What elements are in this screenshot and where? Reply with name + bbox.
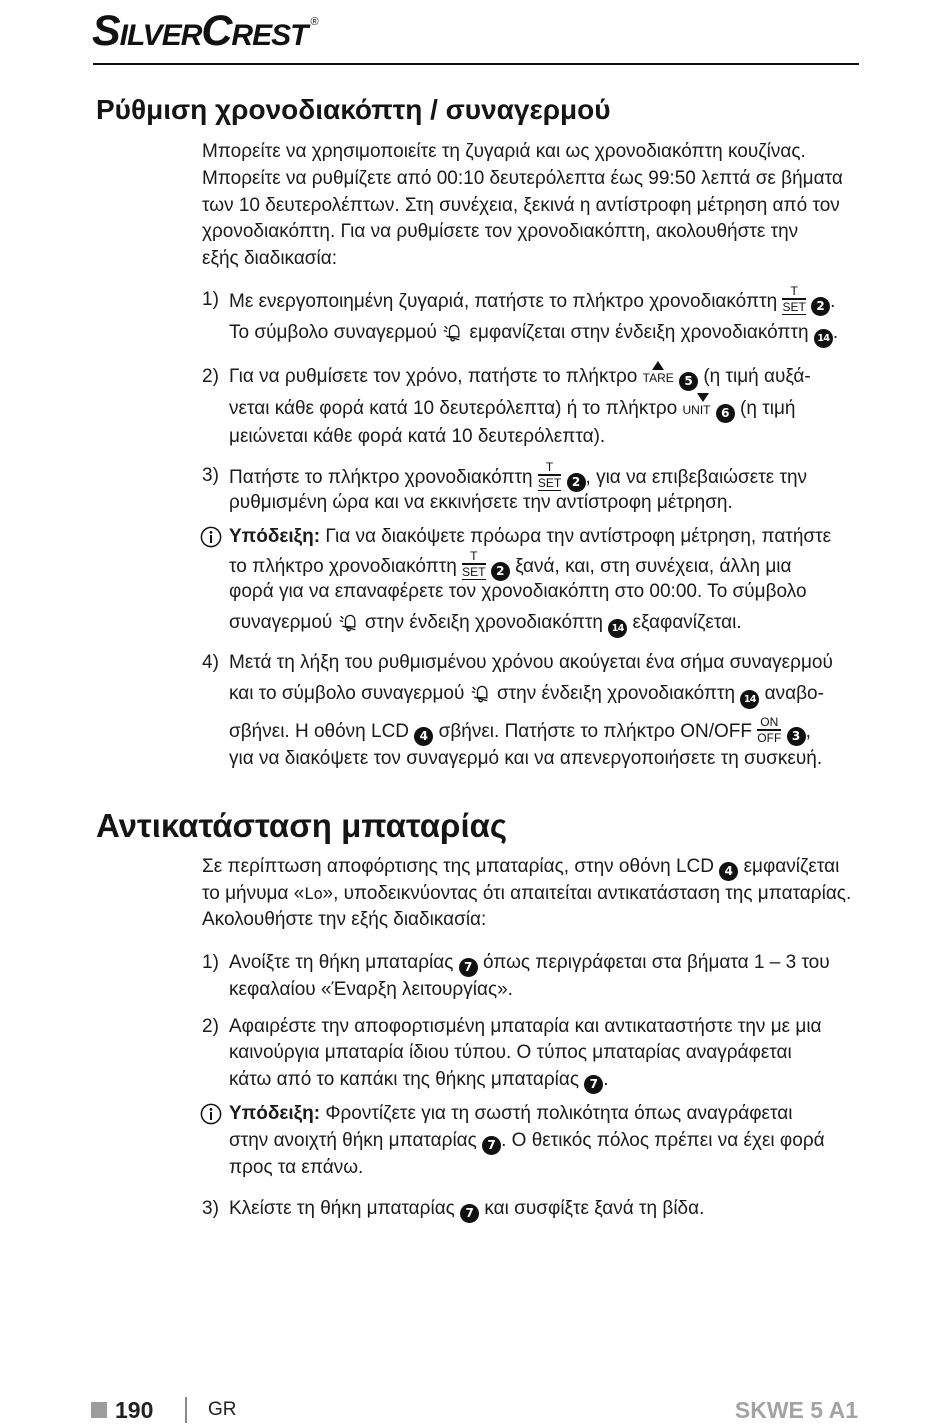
step-line [229, 1067, 609, 1093]
note-line: προς τα επάνω. [229, 1157, 364, 1178]
step-text: , για να επιβεβαιώσετε την [585, 466, 808, 488]
step-number: 4) [202, 652, 219, 673]
note-text: εξαφανίζεται. [632, 612, 742, 633]
ref-badge-timer-key: 2 [491, 562, 510, 581]
step-line [229, 320, 838, 346]
brand-logo [92, 6, 319, 67]
alarm-bell-icon [470, 682, 492, 704]
note-label: Υπόδειξη: [229, 1103, 321, 1124]
step-line: καινούργια μπαταρία ίδιου τύπου. Ο τύπος μπαταρίας αναγράφεται [229, 1042, 792, 1063]
step-text: Ανοίξτε τη θήκη μπαταρίας [229, 952, 454, 973]
alarm-bell-icon [338, 611, 360, 633]
paragraph-text: », υποδεικνύοντας ότι απαιτείται αντικατάσταση της μπαταρίας. [322, 883, 852, 904]
lcd-message: Lo [304, 884, 323, 903]
step-text: . [832, 322, 839, 343]
ref-badge-timer-display: 14 [608, 619, 627, 638]
step-number: 3) [202, 465, 219, 486]
note-line: φορά για να επαναφέρετε τον χρονοδιακόπτη στο 00:00. Το σύμβολο [229, 581, 807, 602]
paragraph-line: Μπορείτε να χρησιμοποιείτε τη ζυγαριά και ως χρονοδιακόπτη κουζίνας. [202, 141, 806, 162]
step-text: Για να ρυθμίσετε τον χρόνο, πατήστε το πλήκτρο [229, 366, 638, 387]
ref-badge-battery: 7 [459, 958, 478, 977]
language-code: GR [208, 1399, 237, 1420]
on-off-key-icon [757, 716, 781, 744]
step-text: (η τιμή αυξά- [703, 366, 811, 387]
step-line [229, 950, 830, 976]
note-text: στην ένδειξη χρονοδιακόπτη [364, 612, 603, 633]
step-text: . [830, 290, 836, 312]
key-label-t: T [545, 460, 554, 474]
ref-badge-lcd: 4 [719, 862, 738, 881]
note-line [229, 549, 792, 579]
ref-badge-onoff-key: 3 [787, 727, 806, 746]
info-icon [200, 1103, 222, 1125]
note-text: Για να διακόψετε πρόωρα την αντίστροφη μέτρηση, πατήστε [325, 526, 832, 547]
step-text: σβήνει. Πατήστε το πλήκτρο ON/OFF [438, 720, 753, 742]
key-label-set: SET [537, 475, 562, 490]
step-number: 2) [202, 366, 219, 387]
ref-badge-timer-display: 14 [740, 690, 759, 709]
paragraph-text: το μήνυμα « [202, 883, 305, 904]
footer-separator [185, 1397, 187, 1423]
ref-badge-unit-key: 6 [716, 404, 735, 423]
note-line [229, 1101, 792, 1127]
note-text: το πλήκτρο χρονοδιακόπτη [229, 555, 457, 577]
model-number: SKWE 5 A1 [734, 1397, 858, 1423]
ref-badge-timer-display: 14 [814, 329, 833, 348]
key-label-set: SET [462, 564, 486, 579]
key-label-t: T [470, 549, 478, 563]
paragraph-line: Ακολουθήστε την εξής διαδικασία: [202, 909, 487, 930]
step-line [229, 1196, 704, 1222]
step-line: ρυθμισμένη ώρα και να εκκινήσετε την αντίστροφη μέτρηση. [229, 492, 733, 513]
info-icon [200, 526, 222, 548]
up-arrow-icon [652, 361, 664, 370]
note-text: συναγερμού [229, 612, 333, 633]
section-title-timer: Ρύθμιση χρονοδιακόπτη / συναγερμού [96, 94, 611, 125]
alarm-bell-icon [442, 321, 464, 343]
key-label-t: T [790, 284, 798, 298]
step-text: . [603, 1069, 609, 1090]
footer-square-icon [91, 1402, 107, 1418]
paragraph-text: εμφανίζεται [743, 856, 840, 877]
step-line [229, 396, 795, 422]
step-line [229, 460, 808, 490]
step-number: 2) [202, 1016, 219, 1037]
step-text: Πατήστε το πλήκτρο χρονοδιακόπτη [229, 466, 533, 488]
step-text: Με ενεργοποιημένη ζυγαριά, πατήστε το πλήκτρο χρονοδιακόπτη [229, 290, 778, 312]
paragraph-line: χρονοδιακόπτη. Για να ρυθμίσετε τον χρονοδιακόπτη, ακολουθήστε την [202, 221, 799, 242]
note-text: στην ανοιχτή θήκη μπαταρίας [229, 1130, 477, 1151]
step-line: κεφαλαίου «Έναρξη λειτουργίας». [229, 979, 513, 1000]
ref-badge-lcd: 4 [414, 727, 433, 746]
step-line: μειώνεται κάθε φορά κατά 10 δευτερόλεπτα). [229, 426, 606, 447]
step-text: στην ένδειξη χρονοδιακόπτη [496, 683, 736, 704]
down-arrow-icon [697, 393, 709, 402]
logo-wordmark: SilverCrest [92, 7, 308, 55]
key-label-off: OFF [757, 730, 782, 745]
note-line [229, 610, 742, 636]
step-text: (η τιμή [740, 398, 796, 419]
step-text: όπως περιγράφεται στα βήματα 1 – 3 του [482, 952, 830, 973]
note-text: Φροντίζετε για τη σωστή πολικότητα όπως αναγράφεται [325, 1103, 793, 1124]
paragraph-line: των 10 δευτερολέπτων. Στη συνέχεια, ξεκινά η αντίστροφη μέτρηση από τον [202, 195, 840, 216]
key-label-set: SET [782, 299, 806, 314]
key-label-on: ON [760, 715, 779, 729]
step-number: 1) [202, 952, 219, 973]
step-number: 3) [202, 1198, 219, 1219]
paragraph-line [202, 854, 839, 880]
step-text: , [805, 720, 811, 742]
step-line: Αφαιρέστε την αποφορτισμένη μπαταρία και αντικαταστήστε την με μια [229, 1016, 822, 1037]
ref-badge-battery: 7 [584, 1075, 603, 1094]
paragraph-line: εξής διαδικασία: [202, 248, 338, 269]
ref-badge-battery: 7 [460, 1204, 479, 1223]
note-line [229, 1128, 825, 1154]
step-text: και το σύμβολο συναγερμού [229, 683, 465, 704]
step-line [229, 681, 824, 707]
key-label-unit: UNIT [682, 403, 711, 418]
ref-badge-timer-key: 2 [567, 473, 586, 492]
registered-mark: ® [310, 16, 319, 28]
step-text: σβήνει. Η οθόνη LCD [229, 720, 410, 742]
ref-badge-timer-key: 2 [811, 297, 830, 316]
note-text: ξανά, και, στη συνέχεια, άλλη μια [515, 555, 792, 577]
step-line [229, 715, 811, 745]
timer-set-key-icon [538, 461, 561, 491]
timer-set-key-icon [782, 285, 805, 315]
paragraph-text: Σε περίπτωση αποφόρτισης της μπαταρίας, στην οθόνη LCD [202, 856, 714, 877]
unit-down-key-icon [682, 393, 710, 416]
step-text: Το σύμβολο συναγερμού [229, 322, 437, 343]
step-number: 1) [202, 289, 219, 310]
step-line [229, 284, 836, 314]
page-number: 190 [115, 1397, 154, 1423]
step-line: για να διακόψετε τον συναγερμό και να απενεργοποιήσετε τη συσκευή. [229, 748, 823, 769]
note-label: Υπόδειξη: [229, 526, 321, 547]
key-label-tare: TARE [642, 371, 674, 386]
timer-set-key-icon [462, 550, 485, 580]
step-text: και συσφίξτε ξανά τη βίδα. [484, 1198, 705, 1219]
section-title-battery: Αντικατάσταση μπαταρίας [96, 807, 508, 844]
step-text: αναβο- [764, 683, 824, 704]
step-text: Κλείστε τη θήκη μπαταρίας [229, 1198, 455, 1219]
step-text: εμφανίζεται στην ένδειξη χρονοδιακόπτη [469, 322, 809, 343]
ref-badge-battery: 7 [482, 1136, 501, 1155]
paragraph-line [202, 881, 851, 907]
ref-badge-tare-key: 5 [679, 372, 698, 391]
tare-up-key-icon [643, 361, 674, 384]
paragraph-line: Μπορείτε να ρυθμίζετε από 00:10 δευτερόλεπτα έως 99:50 λεπτά σε βήματα [202, 168, 843, 189]
note-text: . Ο θετικός πόλος πρέπει να έχει φορά [501, 1130, 825, 1151]
step-line [229, 364, 811, 390]
step-line: Μετά τη λήξη του ρυθμισμένου χρόνου ακούγεται ένα σήμα συναγερμού [229, 652, 833, 673]
step-text: κάτω από το καπάκι της θήκης μπαταρίας [229, 1069, 580, 1090]
step-text: νεται κάθε φορά κατά 10 δευτερόλεπτα) ή το πλήκτρο [229, 398, 678, 419]
note-line [229, 524, 831, 550]
header-divider [93, 63, 859, 65]
